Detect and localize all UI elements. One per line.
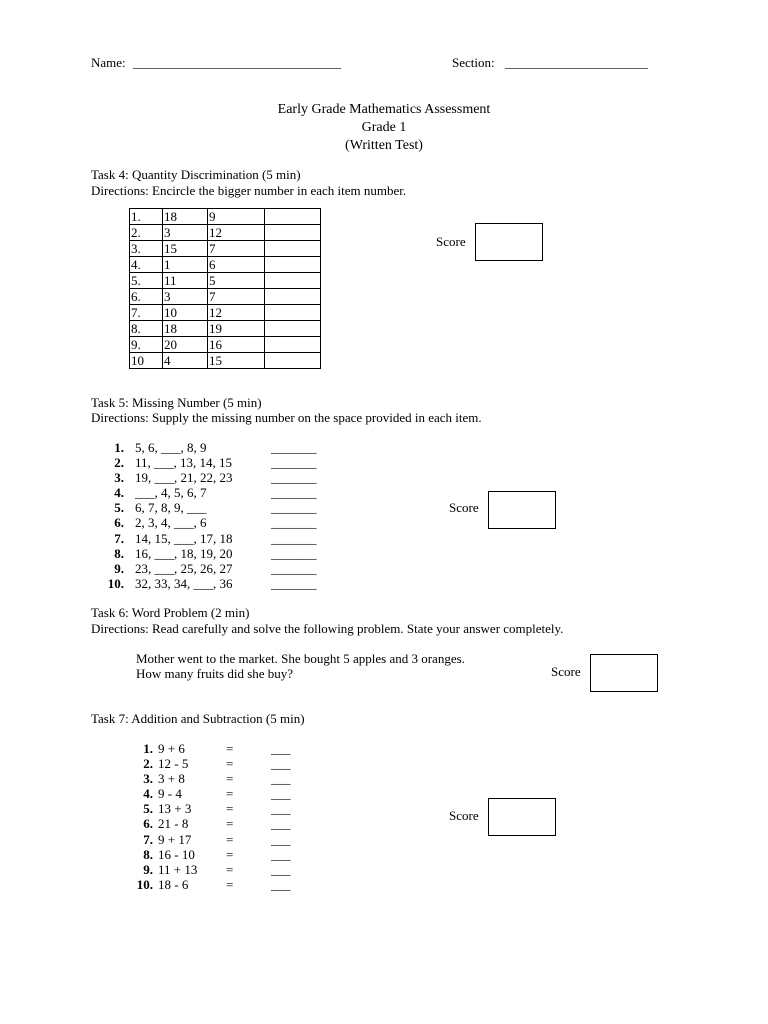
task7-expression: 9 + 17 [158, 831, 192, 847]
task7-list [104, 741, 324, 892]
task7-item-number: 4. [143, 786, 153, 802]
task7-expression: 12 - 5 [158, 756, 189, 772]
task4-row [130, 353, 321, 369]
task7-answer-blank[interactable]: ___ [271, 801, 291, 817]
task7-answer-blank[interactable]: ___ [271, 771, 291, 787]
task5-answer-blank[interactable]: _______ [271, 560, 317, 576]
task5-sequence: 2, 3, 4, ___, 6 [135, 515, 207, 531]
task4-second-number[interactable]: 9 [208, 209, 265, 225]
task7-expression: 9 - 4 [158, 786, 182, 802]
task5-sequence: 19, ___, 21, 22, 23 [135, 470, 233, 486]
task4-directions: Directions: Encircle the bigger number in each item number. [91, 183, 407, 198]
page-subtitle: (Written Test) [345, 138, 423, 153]
task7-equals: = [226, 771, 234, 787]
grade-label: Grade 1 [361, 120, 407, 135]
task7-expression: 11 + 13 [158, 861, 198, 877]
task7-equals: = [226, 801, 234, 817]
task7-equals: = [226, 756, 234, 772]
task7-answer-blank[interactable]: ___ [271, 786, 291, 802]
task4-second-number[interactable]: 7 [208, 289, 265, 305]
task7-expression: 3 + 8 [158, 771, 185, 787]
task7-item-number: 10. [136, 876, 153, 892]
task7-item [104, 847, 324, 862]
task7-item-number: 7. [143, 831, 153, 847]
task5-item [104, 515, 344, 530]
task7-item-number: 9. [143, 861, 153, 877]
task7-equals: = [226, 846, 234, 862]
task5-item-number: 10. [107, 575, 124, 591]
task4-score-box[interactable] [475, 223, 543, 261]
task7-answer-blank[interactable]: ___ [271, 846, 291, 862]
task7-item [104, 816, 324, 831]
task5-title: Task 5: Missing Number (5 min) [91, 395, 262, 410]
task5-answer-blank[interactable]: _______ [271, 440, 317, 455]
task5-item-number: 2. [114, 455, 124, 471]
task4-first-number[interactable]: 18 [163, 209, 208, 225]
task7-item [104, 832, 324, 847]
task4-item-number: 9. [130, 337, 163, 353]
task5-item-number: 1. [114, 440, 124, 455]
task6-score-box[interactable] [590, 654, 658, 692]
task4-first-number[interactable]: 3 [163, 289, 208, 305]
task7-item [104, 862, 324, 877]
task5-score-box[interactable] [488, 491, 556, 529]
task5-item [104, 455, 344, 470]
task4-item-number: 6. [130, 289, 163, 305]
task4-item-number: 10 [130, 353, 163, 369]
task7-answer-blank[interactable]: ___ [271, 861, 291, 877]
task4-first-number[interactable]: 18 [163, 321, 208, 337]
task4-row [130, 225, 321, 241]
task5-score-label: Score [449, 500, 479, 515]
task5-sequence: 23, ___, 25, 26, 27 [135, 560, 233, 576]
task5-list [104, 440, 344, 591]
task5-sequence: 16, ___, 18, 19, 20 [135, 545, 233, 561]
task6-title: Task 6: Word Problem (2 min) [91, 605, 250, 620]
task4-empty-cell [265, 305, 321, 321]
task5-item-number: 9. [114, 560, 124, 576]
name-label: Name: [91, 55, 126, 70]
task4-item-number: 5. [130, 273, 163, 289]
task4-row [130, 241, 321, 257]
task5-answer-blank[interactable]: _______ [271, 515, 317, 531]
task7-expression: 16 - 10 [158, 846, 195, 862]
task7-equals: = [226, 786, 234, 802]
task5-directions: Directions: Supply the missing number on the space provided in each item. [91, 410, 482, 425]
task7-item-number: 5. [143, 801, 153, 817]
task7-answer-blank[interactable]: ___ [271, 741, 291, 756]
task4-second-number[interactable]: 19 [208, 321, 265, 337]
task4-row [130, 273, 321, 289]
task7-equals: = [226, 816, 234, 832]
task5-item-number: 5. [114, 500, 124, 516]
task4-item-number: 7. [130, 305, 163, 321]
task4-second-number[interactable]: 7 [208, 241, 265, 257]
task4-empty-cell [265, 225, 321, 241]
task5-item-number: 6. [114, 515, 124, 531]
task5-sequence: 5, 6, ___, 8, 9 [135, 440, 207, 455]
task5-item [104, 561, 344, 576]
task5-sequence: 11, ___, 13, 14, 15 [135, 455, 233, 471]
task7-item [104, 786, 324, 801]
task4-first-number[interactable]: 10 [163, 305, 208, 321]
task7-score-box[interactable] [488, 798, 556, 836]
task7-answer-blank[interactable]: ___ [271, 816, 291, 832]
task7-item-number: 1. [143, 741, 153, 756]
task5-item-number: 3. [114, 470, 124, 486]
task4-first-number[interactable]: 3 [163, 225, 208, 241]
task4-empty-cell [265, 241, 321, 257]
task4-first-number[interactable]: 4 [163, 353, 208, 369]
task4-second-number[interactable]: 6 [208, 257, 265, 273]
task4-second-number[interactable]: 5 [208, 273, 265, 289]
task7-answer-blank[interactable]: ___ [271, 756, 291, 772]
section-field[interactable]: ______________________ [505, 55, 648, 70]
task7-answer-blank[interactable]: ___ [271, 831, 291, 847]
task7-answer-blank[interactable]: ___ [271, 876, 291, 892]
task5-item [104, 546, 344, 561]
task5-answer-blank[interactable]: _______ [271, 530, 317, 546]
task5-item-number: 7. [114, 530, 124, 546]
task5-answer-blank[interactable]: _______ [271, 455, 317, 471]
task6-score-label: Score [551, 664, 581, 679]
task4-row [130, 209, 321, 225]
task5-sequence: 14, 15, ___, 17, 18 [135, 530, 233, 546]
task5-item [104, 531, 344, 546]
task5-item [104, 500, 344, 515]
task4-item-number: 3. [130, 241, 163, 257]
task6-problem-line2: How many fruits did she buy? [136, 666, 294, 681]
task7-expression: 18 - 6 [158, 876, 189, 892]
task7-expression: 9 + 6 [158, 741, 185, 756]
task5-item [104, 470, 344, 485]
task4-row [130, 289, 321, 305]
task5-sequence: 32, 33, 34, ___, 36 [135, 575, 233, 591]
task4-item-number: 2. [130, 225, 163, 241]
task7-score-label: Score [449, 808, 479, 823]
task7-item [104, 771, 324, 786]
task5-answer-blank[interactable]: _______ [271, 575, 317, 591]
task7-equals: = [226, 861, 234, 877]
task7-expression: 21 - 8 [158, 816, 189, 832]
task7-title: Task 7: Addition and Subtraction (5 min) [91, 711, 305, 726]
name-field[interactable]: ________________________________ [133, 55, 341, 70]
task7-item-number: 8. [143, 846, 153, 862]
task5-item-number: 8. [114, 545, 124, 561]
task7-item-number: 6. [143, 816, 153, 832]
task4-first-number[interactable]: 1 [163, 257, 208, 273]
task4-row [130, 257, 321, 273]
task5-item [104, 485, 344, 500]
task4-row [130, 305, 321, 321]
task4-empty-cell [265, 337, 321, 353]
task7-item [104, 801, 324, 816]
task4-title: Task 4: Quantity Discrimination (5 min) [91, 167, 301, 182]
task4-second-number[interactable]: 15 [208, 353, 265, 369]
task7-equals: = [226, 831, 234, 847]
task4-item-number: 4. [130, 257, 163, 273]
section-label: Section: [452, 55, 495, 70]
task4-first-number[interactable]: 20 [163, 337, 208, 353]
task7-item [104, 756, 324, 771]
task4-first-number[interactable]: 11 [163, 273, 208, 289]
task4-second-number[interactable]: 12 [208, 305, 265, 321]
task5-sequence: 6, 7, 8, 9, ___ [135, 500, 207, 516]
task4-second-number[interactable]: 12 [208, 225, 265, 241]
task7-equals: = [226, 741, 234, 756]
task5-answer-blank[interactable]: _______ [271, 485, 317, 501]
task7-item-number: 2. [143, 756, 153, 772]
task7-item [104, 877, 324, 892]
task4-second-number[interactable]: 16 [208, 337, 265, 353]
task4-row [130, 337, 321, 353]
task4-empty-cell [265, 321, 321, 337]
task7-expression: 13 + 3 [158, 801, 192, 817]
task5-sequence: ___, 4, 5, 6, 7 [135, 485, 207, 501]
task4-empty-cell [265, 273, 321, 289]
task4-empty-cell [265, 257, 321, 273]
task5-item [104, 440, 344, 455]
task5-item [104, 576, 344, 591]
task4-first-number[interactable]: 15 [163, 241, 208, 257]
task7-item-number: 3. [143, 771, 153, 787]
task7-item [104, 741, 324, 756]
task5-answer-blank[interactable]: _______ [271, 545, 317, 561]
task4-score-label: Score [436, 234, 466, 249]
task6-directions: Directions: Read carefully and solve the following problem. State your answer completely. [91, 621, 564, 636]
task4-table [129, 208, 321, 369]
task4-row [130, 321, 321, 337]
task4-empty-cell [265, 289, 321, 305]
task4-item-number: 8. [130, 321, 163, 337]
task4-empty-cell [265, 353, 321, 369]
task5-answer-blank[interactable]: _______ [271, 500, 317, 516]
page-title: Early Grade Mathematics Assessment [277, 102, 491, 117]
task4-empty-cell [265, 209, 321, 225]
task7-equals: = [226, 876, 234, 892]
task5-answer-blank[interactable]: _______ [271, 470, 317, 486]
task4-item-number: 1. [130, 209, 163, 225]
task5-item-number: 4. [114, 485, 124, 501]
task6-problem-line1: Mother went to the market. She bought 5 apples and 3 oranges. [136, 651, 465, 666]
